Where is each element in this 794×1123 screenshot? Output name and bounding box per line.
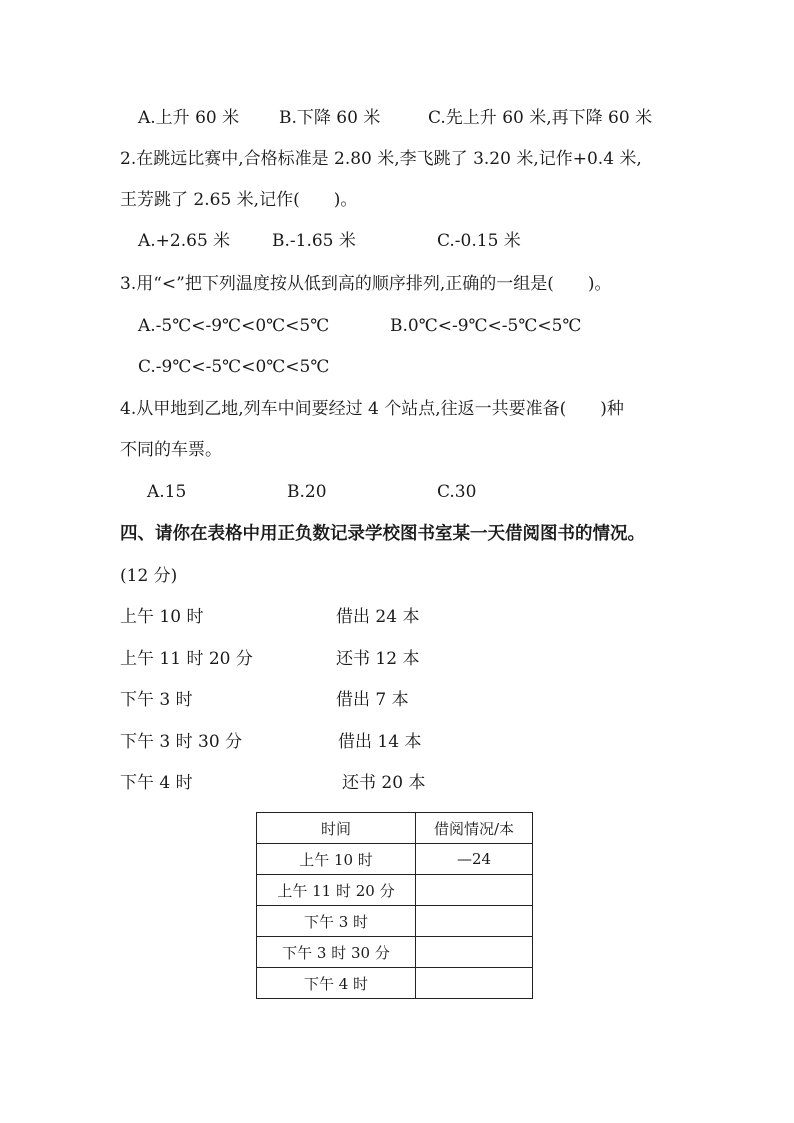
- table-row: [257, 844, 533, 875]
- table-row: [257, 968, 533, 999]
- q1-option-a: A.上升 60 米: [138, 108, 240, 128]
- record-event: 还书 12 本: [336, 649, 420, 669]
- record-event: 借出 24 本: [336, 607, 420, 627]
- table-row: [257, 937, 533, 968]
- record-table: [256, 812, 533, 999]
- row-value[interactable]: [416, 906, 533, 937]
- row-value[interactable]: [416, 937, 533, 968]
- record-event: 还书 20 本: [342, 773, 426, 793]
- q2-option-a: A.+2.65 米: [138, 231, 231, 251]
- header-time: 时间: [257, 813, 416, 844]
- record-time: 上午 10 时: [120, 607, 204, 627]
- record-time: 下午 3 时 30 分: [120, 732, 243, 752]
- q3-option-a: A.-5℃<-9℃<0℃<5℃: [138, 316, 330, 336]
- section4-score: (12 分): [120, 566, 178, 586]
- row-time: 下午 3 时: [257, 906, 416, 937]
- record-time: 下午 3 时: [120, 690, 193, 710]
- row-value[interactable]: [416, 968, 533, 999]
- header-borrow: 借阅情况/本: [416, 813, 533, 844]
- q4-option-b: B.20: [287, 482, 327, 502]
- q3-option-c: C.-9℃<-5℃<0℃<5℃: [138, 357, 330, 377]
- record-event: 借出 7 本: [336, 690, 409, 710]
- q1-option-b: B.下降 60 米: [279, 108, 381, 128]
- row-value[interactable]: —24: [416, 844, 533, 875]
- q4-line2: 不同的车票。: [120, 440, 222, 460]
- q2-option-b: B.-1.65 米: [272, 231, 356, 251]
- q4-option-a: A.15: [147, 482, 187, 502]
- row-time: 下午 3 时 30 分: [257, 937, 416, 968]
- section4-title: 四、请你在表格中用正负数记录学校图书室某一天借阅图书的情况。: [120, 524, 645, 544]
- q3-option-b: B.0℃<-9℃<-5℃<5℃: [390, 316, 582, 336]
- q2-line2: 王芳跳了 2.65 米,记作( )。: [120, 190, 358, 210]
- record-time: 下午 4 时: [120, 773, 193, 793]
- row-time: 下午 4 时: [257, 968, 416, 999]
- q2-option-c: C.-0.15 米: [437, 231, 521, 251]
- record-time: 上午 11 时 20 分: [120, 649, 253, 669]
- record-event: 借出 14 本: [338, 732, 422, 752]
- q3-line1: 3.用“<”把下列温度按从低到高的顺序排列,正确的一组是( )。: [120, 274, 612, 294]
- q4-option-c: C.30: [437, 482, 477, 502]
- row-value[interactable]: [416, 875, 533, 906]
- q1-option-c: C.先上升 60 米,再下降 60 米: [428, 108, 653, 128]
- table-row: [257, 906, 533, 937]
- q4-line1: 4.从甲地到乙地,列车中间要经过 4 个站点,往返一共要准备( )种: [120, 399, 624, 419]
- table-row: [257, 875, 533, 906]
- q2-line1: 2.在跳远比赛中,合格标准是 2.80 米,李飞跳了 3.20 米,记作+0.4 米,: [120, 149, 642, 169]
- row-time: 上午 11 时 20 分: [257, 875, 416, 906]
- row-time: 上午 10 时: [257, 844, 416, 875]
- table-header-row: [257, 813, 533, 844]
